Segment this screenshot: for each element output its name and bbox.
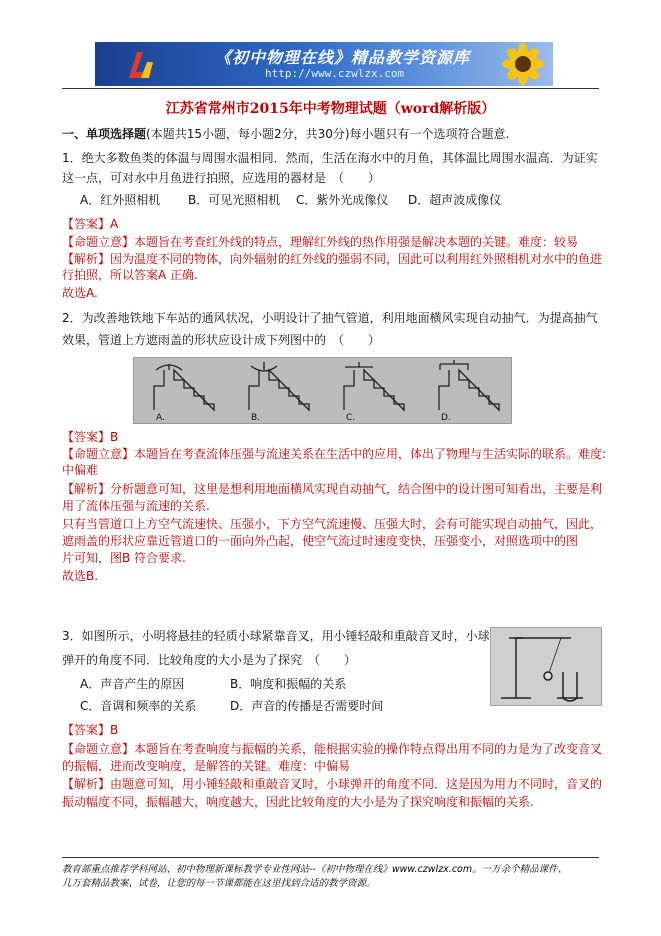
q3-answer: 【答案】B	[62, 723, 119, 737]
sunflower-icon	[483, 42, 551, 86]
q2-figure	[133, 357, 512, 424]
q1-options	[80, 192, 501, 208]
q2-analysis-2: 用了流体压强与流速的关系.	[62, 499, 210, 513]
site-logo-icon	[123, 48, 157, 82]
footer-divider	[62, 857, 599, 858]
q2-analysis-5: 片可知，图B 符合要求.	[62, 551, 186, 565]
q2-analysis-1: 【解析】分析题意可知，这里是想利用地面横风实现自动抽气，结合图中的设计图可知看出，主要是利	[62, 482, 603, 496]
q2-intent-1: 【命题立意】本题旨在考查流体压强与流速关系在生活中的应用，体出了物理与生活实际的联系。难度:	[62, 447, 607, 461]
q1-stem-2: 这一点，可对水中月鱼进行拍照，应选用的器材是 （ ）	[62, 171, 381, 185]
q2-stem-2: 效果，管道上方遮雨盖的形状应设计成下列图中的 （ ）	[62, 333, 381, 347]
q2-figure-label-a: A.	[156, 413, 165, 423]
q1-conclusion: 故选A.	[62, 286, 98, 300]
q2-analysis-3: 只有当管道口上方空气流速快、压强小，下方空气流速慢、压强大时，会有可能实现自动抽气，因此，	[62, 517, 603, 531]
q3-options-row-1	[80, 676, 346, 692]
q3-option-b: B．响度和振幅的关系	[230, 677, 347, 691]
footer-line-2: 几万套精品教案、试卷，让您的每一节课都能在这里找到合适的教学资源。	[62, 878, 376, 889]
q1-analysis-2: 行拍照，所以答案A 正确.	[62, 268, 198, 282]
header-divider	[62, 88, 599, 89]
q2-intent-2: 中偏难	[62, 463, 99, 477]
q3-stem-2: 弹开的角度不同．比较角度的大小是为了探究 （ ）	[62, 653, 357, 667]
q1-analysis-1: 【解析】因为温度不同的物体，向外辐射的红外线的强弱不同，因此可以利用红外照相机对水中的鱼进	[62, 252, 603, 266]
banner-title: 《初中物理在线》精品教学资源库	[215, 48, 471, 67]
q1-option-d: D．超声波成像仪	[408, 193, 502, 207]
q3-option-a: A．声音产生的原因	[80, 677, 185, 691]
q2-figure-d-diagram	[439, 360, 499, 410]
q2-stem-1: 2．为改善地铁地下车站的通风状况，小明设计了抽气管道，利用地面横风实现自动抽气．为提高抽气	[62, 311, 598, 325]
q1-stem-1: 1．绝大多数鱼类的体温与周围水温相同．然而，生活在海水中的月鱼，其体温比周围水温高．为证实	[62, 151, 598, 165]
q3-option-c: C．音调和频率的关系	[80, 699, 197, 713]
q2-analysis-4: 遮雨盖的形状应靠近管道口的一面向外凸起，使空气流过时速度变快，压强变小，对照选项中的图	[62, 534, 579, 548]
q3-figure	[490, 627, 602, 706]
q3-option-d: D．声音的传播是否需要时间	[230, 699, 384, 713]
q1-answer: 【答案】A	[62, 217, 119, 231]
q3-intent-1: 【命题立意】本题旨在考查响度与振幅的关系，能根据实验的操作特点得出用不同的力是为了改变音叉	[62, 742, 603, 756]
q3-stem-1: 3．如图所示，小明将悬挂的轻质小球紧靠音叉，用小锤轻敲和重敲音叉时，小球	[62, 629, 490, 643]
q3-options-row-2	[80, 698, 383, 714]
q2-figure-label-b: B.	[251, 413, 261, 423]
q2-conclusion: 故选B.	[62, 569, 99, 583]
q1-intent: 【命题立意】本题旨在考查红外线的特点，理解红外线的热作用强是解决本题的关键。难度：较易	[62, 235, 579, 249]
q2-figure-label-d: D.	[441, 413, 451, 423]
q1-option-a: A．红外照相机	[80, 193, 161, 207]
banner-url[interactable]: http://www.czwlzx.com	[265, 67, 405, 80]
q2-figure-c-diagram	[344, 362, 404, 410]
q1-option-c: C．紫外光成像仪	[296, 193, 389, 207]
section-heading-line	[62, 126, 509, 142]
section-note: (本题共15小题，每小题2分，共30分)每小题只有一个选项符合题意.	[146, 127, 510, 141]
section-heading: 一、单项选择题	[62, 127, 147, 141]
q3-analysis-1: 【解析】由题意可知，用小锤轻敲和重敲音叉时，小球弹开的角度不同．这是因为用力不同时，音叉的	[62, 777, 603, 791]
q2-answer: 【答案】B	[62, 430, 119, 444]
header-banner	[95, 42, 553, 86]
document-title: 江苏省常州市2015年中考物理试题（word解析版）	[165, 101, 496, 117]
q2-figure-a-diagram	[154, 364, 214, 410]
q3-intent-2: 的振幅，进而改变响度，是解答的关键。难度：中偏易	[62, 759, 351, 773]
q2-figure-b-diagram	[249, 362, 309, 410]
tuning-fork-apparatus-icon	[501, 638, 583, 701]
q3-analysis-2: 振动幅度不同，振幅越大，响度越大，因此比较角度的大小是为了探究响度和振幅的关系.	[62, 795, 534, 809]
q2-figure-label-c: C.	[346, 413, 356, 423]
q1-option-b: B．可见光照相机	[188, 193, 281, 207]
footer-line-1: 教育部重点推荐学科网站、初中物理新课标教学专业性网站--《初中物理在线》www.czwlzx.com。一万余个精品课件、	[62, 864, 568, 875]
